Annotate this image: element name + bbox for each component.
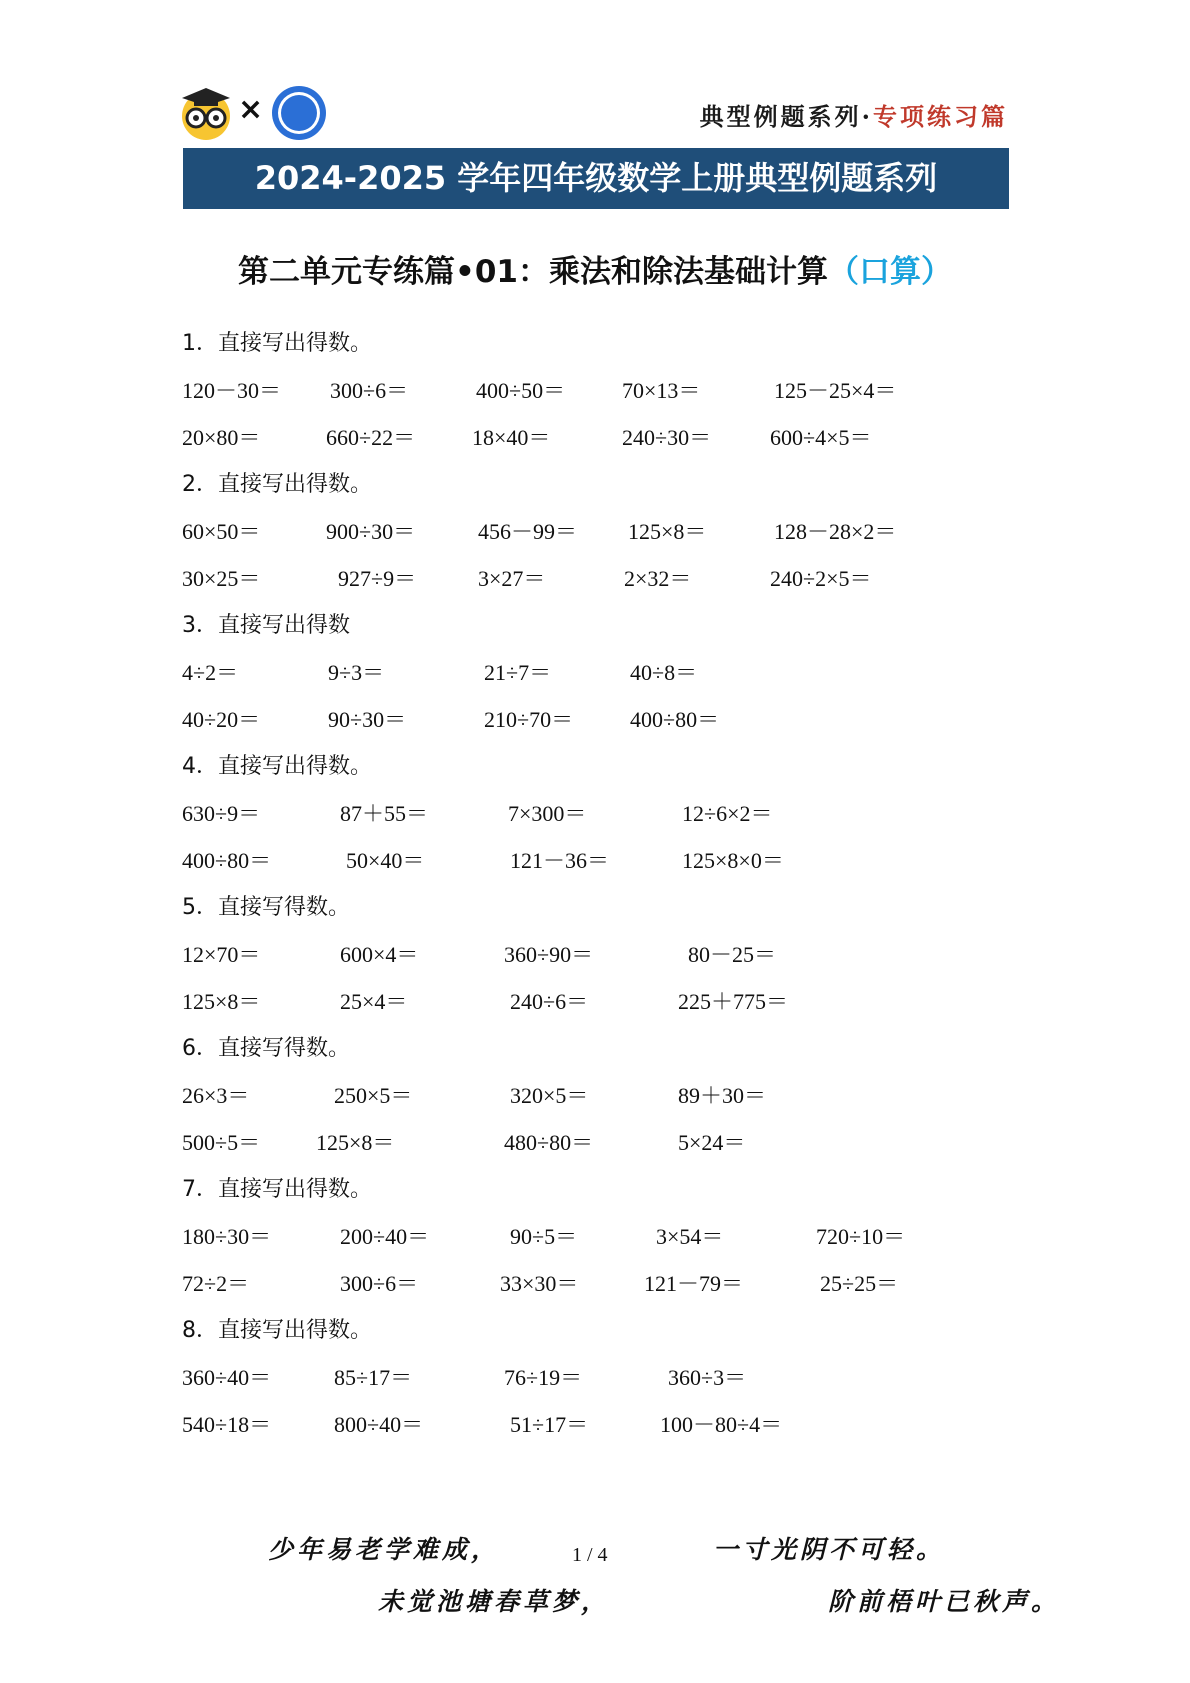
unit-title-accent: （口算） — [827, 254, 952, 290]
owl-logo-icon — [178, 84, 234, 142]
arithmetic-problem: 600÷4×5＝ — [770, 425, 872, 450]
arithmetic-problem: 40÷20＝ — [182, 707, 261, 732]
arithmetic-problem: 80－25＝ — [688, 942, 777, 967]
problem-row — [182, 1401, 1042, 1448]
arithmetic-problem: 25÷25＝ — [820, 1271, 899, 1296]
problem-row — [182, 1260, 1042, 1307]
arithmetic-problem: 480÷80＝ — [504, 1130, 594, 1155]
arithmetic-problem: 180÷30＝ — [182, 1224, 272, 1249]
arithmetic-problem: 400÷50＝ — [476, 378, 566, 403]
arithmetic-problem: 240÷6＝ — [510, 989, 589, 1014]
problem-row — [182, 1072, 1042, 1119]
problem-row — [182, 555, 1042, 602]
arithmetic-problem: 3×27＝ — [478, 566, 546, 591]
problem-row — [182, 414, 1042, 461]
poem-line1-right: 一寸光阴不可轻。 — [713, 1535, 946, 1564]
arithmetic-problem: 121－79＝ — [644, 1271, 744, 1296]
arithmetic-problem: 4÷2＝ — [182, 660, 239, 685]
arithmetic-problem: 120－30＝ — [182, 378, 282, 403]
arithmetic-problem: 12÷6×2＝ — [682, 801, 773, 826]
problem-row — [182, 696, 1042, 743]
exercise-content — [182, 320, 1042, 1448]
problem-row — [182, 508, 1042, 555]
arithmetic-problem: 125×8＝ — [628, 519, 707, 544]
arithmetic-problem: 33×30＝ — [500, 1271, 579, 1296]
arithmetic-problem: 300÷6＝ — [340, 1271, 419, 1296]
arithmetic-problem: 360÷40＝ — [182, 1365, 272, 1390]
series-label — [700, 97, 1008, 132]
arithmetic-problem: 400÷80＝ — [182, 848, 272, 873]
arithmetic-problem: 90÷5＝ — [510, 1224, 578, 1249]
arithmetic-problem: 87＋55＝ — [340, 801, 429, 826]
series-label-accent: 专项练习篇 — [873, 102, 1008, 131]
section-heading: 8．直接写出得数。 — [182, 1318, 372, 1343]
unit-title-main: 第二单元专练篇•01：乘法和除法基础计算 — [238, 254, 828, 290]
arithmetic-problem: 660÷22＝ — [326, 425, 416, 450]
arithmetic-problem: 121－36＝ — [510, 848, 610, 873]
arithmetic-problem: 20×80＝ — [182, 425, 261, 450]
arithmetic-problem: 540÷18＝ — [182, 1412, 272, 1437]
unit-title — [0, 246, 1190, 291]
arithmetic-problem: 500÷5＝ — [182, 1130, 261, 1155]
poem-line2-right: 阶前梧叶已秋声。 — [828, 1587, 1061, 1616]
poem-line2-left: 未觉池塘春草梦， — [378, 1587, 611, 1616]
problem-row — [182, 649, 1042, 696]
arithmetic-problem: 900÷30＝ — [326, 519, 416, 544]
arithmetic-problem: 7×300＝ — [508, 801, 587, 826]
arithmetic-problem: 5×24＝ — [678, 1130, 746, 1155]
arithmetic-problem: 210÷70＝ — [484, 707, 574, 732]
arithmetic-problem: 72÷2＝ — [182, 1271, 250, 1296]
problem-row — [182, 1354, 1042, 1401]
section-heading: 2．直接写出得数。 — [182, 472, 372, 497]
section-heading: 6．直接写得数。 — [182, 1036, 350, 1061]
arithmetic-problem: 360÷3＝ — [668, 1365, 747, 1390]
arithmetic-problem: 70×13＝ — [622, 378, 701, 403]
problem-row — [182, 978, 1042, 1025]
arithmetic-problem: 720÷10＝ — [816, 1224, 906, 1249]
arithmetic-problem: 21÷7＝ — [484, 660, 552, 685]
arithmetic-problem: 360÷90＝ — [504, 942, 594, 967]
arithmetic-problem: 9÷3＝ — [328, 660, 385, 685]
arithmetic-problem: 400÷80＝ — [630, 707, 720, 732]
arithmetic-problem: 200÷40＝ — [340, 1224, 430, 1249]
section-heading: 3．直接写出得数 — [182, 613, 350, 638]
arithmetic-problem: 300÷6＝ — [330, 378, 409, 403]
problem-row — [182, 790, 1042, 837]
problem-row — [182, 367, 1042, 414]
arithmetic-problem: 240÷30＝ — [622, 425, 712, 450]
section-heading: 5．直接写得数。 — [182, 895, 350, 920]
series-banner: 2024-2025 学年四年级数学上册典型例题系列 — [183, 148, 1009, 209]
arithmetic-problem: 50×40＝ — [346, 848, 425, 873]
arithmetic-problem: 100－80÷4＝ — [660, 1412, 783, 1437]
arithmetic-problem: 600×4＝ — [340, 942, 419, 967]
arithmetic-problem: 12×70＝ — [182, 942, 261, 967]
arithmetic-problem: 128－28×2＝ — [774, 519, 897, 544]
arithmetic-problem: 2×32＝ — [624, 566, 692, 591]
problem-row — [182, 1213, 1042, 1260]
arithmetic-problem: 85÷17＝ — [334, 1365, 413, 1390]
arithmetic-problem: 89＋30＝ — [678, 1083, 767, 1108]
arithmetic-problem: 30×25＝ — [182, 566, 261, 591]
arithmetic-problem: 125×8×0＝ — [682, 848, 784, 873]
arithmetic-problem: 90÷30＝ — [328, 707, 407, 732]
arithmetic-problem: 25×4＝ — [340, 989, 408, 1014]
arithmetic-problem: 250×5＝ — [334, 1083, 413, 1108]
arithmetic-problem: 630÷9＝ — [182, 801, 261, 826]
arithmetic-problem: 125×8＝ — [182, 989, 261, 1014]
problem-row — [182, 837, 1042, 884]
arithmetic-problem: 125－25×4＝ — [774, 378, 897, 403]
arithmetic-problem: 3×54＝ — [656, 1224, 724, 1249]
section-heading: 4．直接写出得数。 — [182, 754, 372, 779]
arithmetic-problem: 60×50＝ — [182, 519, 261, 544]
math101-logo-icon — [270, 84, 328, 142]
arithmetic-problem: 51÷17＝ — [510, 1412, 589, 1437]
arithmetic-problem: 927÷9＝ — [338, 566, 417, 591]
section-heading: 1．直接写出得数。 — [182, 331, 372, 356]
arithmetic-problem: 800÷40＝ — [334, 1412, 424, 1437]
arithmetic-problem: 26×3＝ — [182, 1083, 250, 1108]
page-number: 1 / 4 — [572, 1544, 608, 1566]
arithmetic-problem: 320×5＝ — [510, 1083, 589, 1108]
arithmetic-problem: 225＋775＝ — [678, 989, 789, 1014]
problem-row — [182, 1119, 1042, 1166]
arithmetic-problem: 76÷19＝ — [504, 1365, 583, 1390]
section-heading: 7．直接写出得数。 — [182, 1177, 372, 1202]
arithmetic-problem: 125×8＝ — [316, 1130, 395, 1155]
logo-separator: × — [238, 92, 264, 127]
arithmetic-problem: 456－99＝ — [478, 519, 578, 544]
arithmetic-problem: 18×40＝ — [472, 425, 551, 450]
logo-group — [178, 84, 338, 144]
series-label-main: 典型例题系列· — [699, 102, 873, 131]
poem-line1-left: 少年易老学难成， — [268, 1535, 501, 1564]
arithmetic-problem: 40÷8＝ — [630, 660, 698, 685]
arithmetic-problem: 240÷2×5＝ — [770, 566, 872, 591]
problem-row — [182, 931, 1042, 978]
